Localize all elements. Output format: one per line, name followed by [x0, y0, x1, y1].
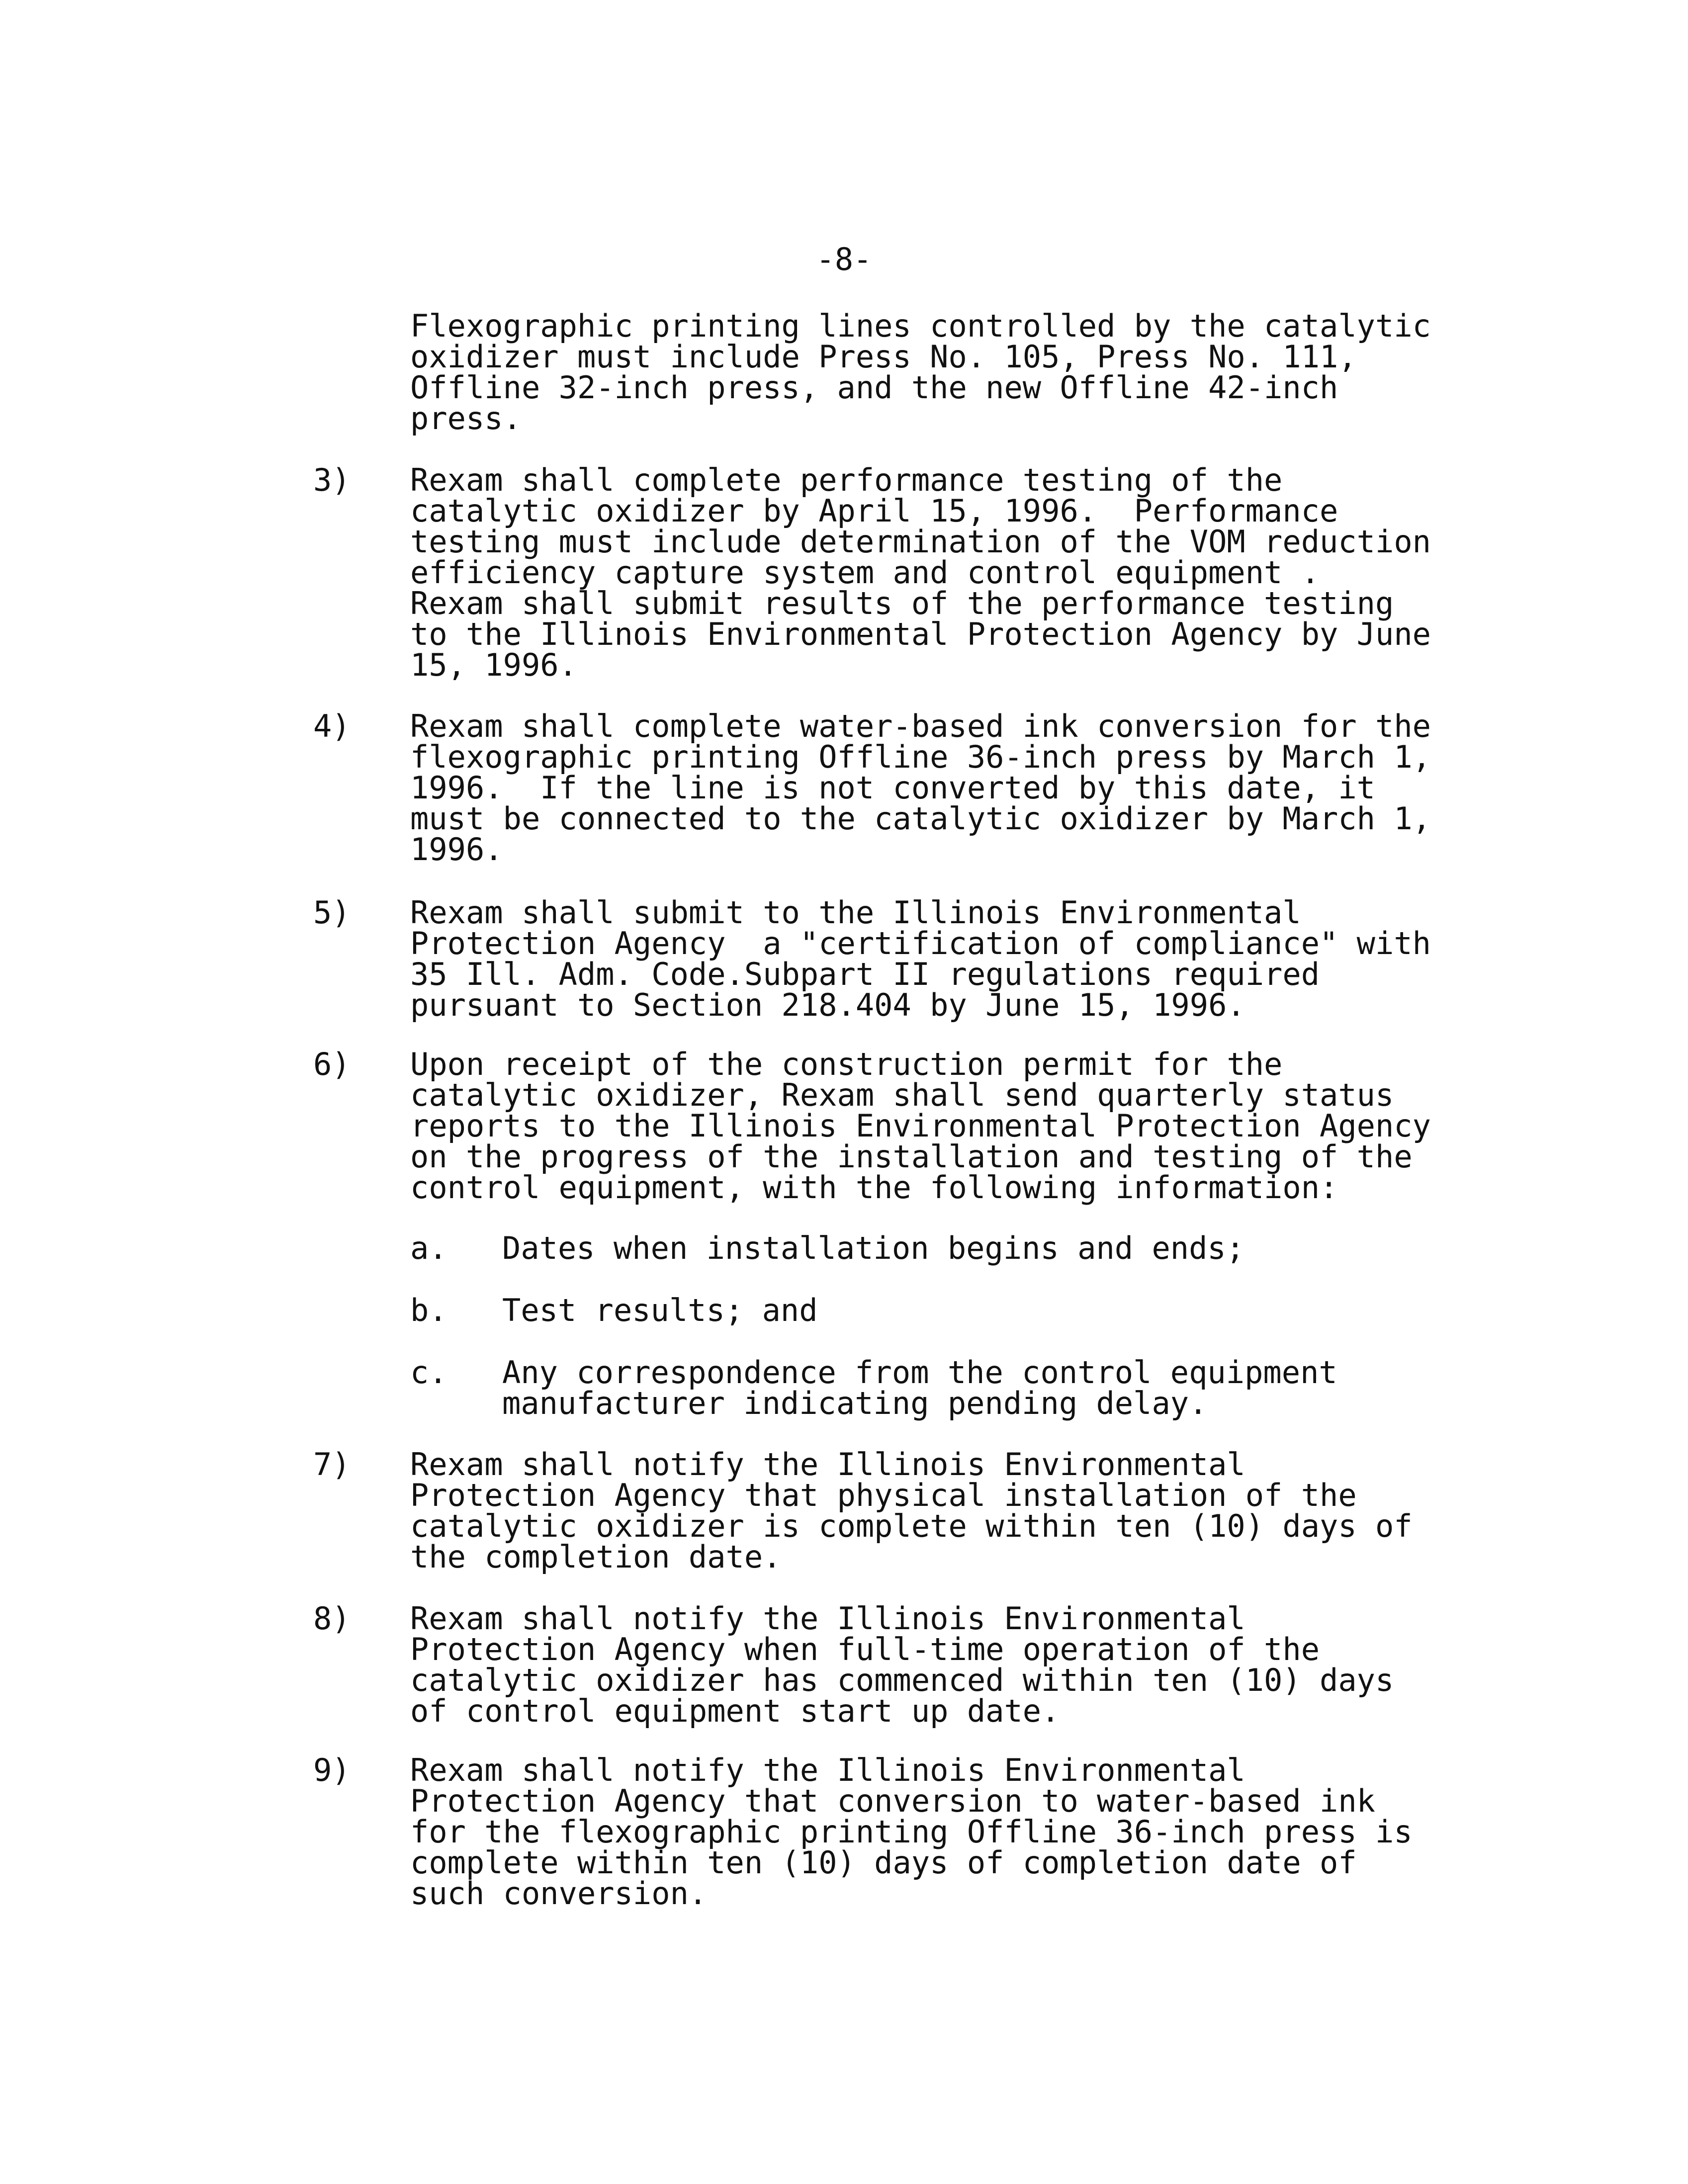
item-number: 8) — [313, 1600, 351, 1637]
sub-item-text: Any correspondence from the control equipment manufacturer indicating pending delay. — [502, 1354, 1337, 1421]
item-text: Rexam shall submit to the Illinois Environmental Protection Agency a "certification of compliance" with 35 Ill. Adm. Code.Subpart II regulations required pursuant to Section 218.404 by June 15, 1996. — [410, 894, 1431, 1023]
item-number: 9) — [313, 1752, 351, 1788]
item-text: Rexam shall notify the Illinois Environmental Protection Agency that conversion to water-based ink for the flexographic printing Offline 36-inch press is complete within ten (10) days of completion date of such conversion. — [410, 1752, 1413, 1912]
sub-item-text: Test results; and — [502, 1292, 818, 1328]
sub-item-letter: c. — [410, 1354, 447, 1391]
item-number: 6) — [313, 1046, 351, 1082]
item-number: 3) — [313, 462, 351, 498]
sub-item-letter: a. — [410, 1230, 447, 1266]
item-number: 4) — [313, 708, 351, 744]
sub-item-letter: b. — [410, 1292, 447, 1328]
item-number: 7) — [313, 1446, 351, 1483]
item-text: Upon receipt of the construction permit for the catalytic oxidizer, Rexam shall send quarterly status reports to the Illinois Environmental Protection Agency on the progress of the installation and testing of the control equipment, with the following information: — [410, 1046, 1431, 1206]
continuation-paragraph: Flexographic printing lines controlled by the catalytic oxidizer must include Press No. 105, Press No. 111, Offline 32-inch press, and the new Offline 42-inch press. — [410, 308, 1431, 437]
item-text: Rexam shall complete performance testing of the catalytic oxidizer by April 15, 1996. Performance testing must include determination of the VOM reduction efficiency capture system and control equipment . Rexam shall submit results of the performance testing to the Illinois Environmental Protection Agency by June 15, 1996. — [410, 462, 1431, 683]
item-text: Rexam shall notify the Illinois Environmental Protection Agency when full-time operation of the catalytic oxidizer has commenced within ten (10) days of control equipment start up date. — [410, 1600, 1394, 1729]
page-number: -8- — [816, 241, 872, 277]
item-number: 5) — [313, 894, 351, 931]
item-text: Rexam shall complete water-based ink conversion for the flexographic printing Offline 36-inch press by March 1, 1996. If the line is not converted by this date, it must be connected to the catalytic oxidizer by March 1, 1996. — [410, 708, 1431, 868]
item-text: Rexam shall notify the Illinois Environmental Protection Agency that physical installation of the catalytic oxidizer is complete within ten (10) days of the completion date. — [410, 1446, 1413, 1575]
sub-item-text: Dates when installation begins and ends; — [502, 1230, 1245, 1266]
